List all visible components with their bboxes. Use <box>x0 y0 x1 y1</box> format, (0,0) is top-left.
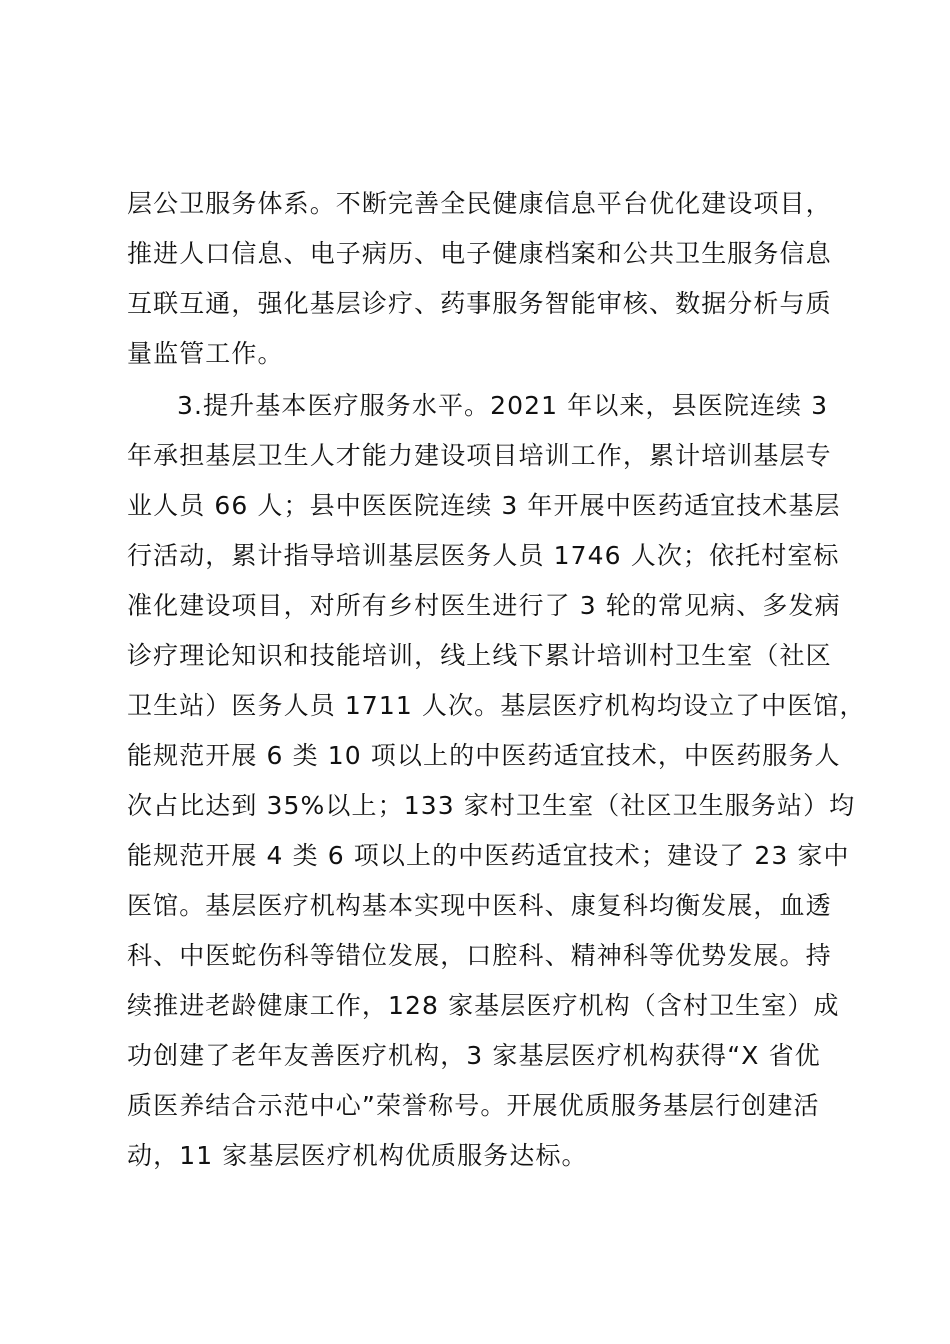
paragraph-line: 推进人口信息、电子病历、电子健康档案和公共卫生服务信息 <box>127 239 832 268</box>
paragraph-line: 医馆。基层医疗机构基本实现中医科、康复科均衡发展，血透 <box>127 891 832 920</box>
section-heading-line: 3.提升基本医疗服务水平。2021 年以来，县医院连续 3 <box>177 391 829 420</box>
paragraph-line: 业人员 66 人；县中医医院连续 3 年开展中医药适宜技术基层 <box>127 491 841 520</box>
paragraph-line: 准化建设项目，对所有乡村医生进行了 3 轮的常见病、多发病 <box>127 591 841 620</box>
paragraph-line: 能规范开展 6 类 10 项以上的中医药适宜技术，中医药服务人 <box>127 741 841 770</box>
paragraph-line: 次占比达到 35%以上；133 家村卫生室（社区卫生服务站）均 <box>127 791 856 820</box>
paragraph-line: 层公卫服务体系。不断完善全民健康信息平台优化建设项目， <box>127 189 832 218</box>
paragraph-line: 诊疗理论知识和技能培训，线上线下累计培训村卫生室（社区 <box>127 641 832 670</box>
paragraph-line: 能规范开展 4 类 6 项以上的中医药适宜技术；建设了 23 家中 <box>127 841 850 870</box>
paragraph-line: 质医养结合示范中心”荣誉称号。开展优质服务基层行创建活 <box>127 1091 820 1120</box>
paragraph-line: 年承担基层卫生人才能力建设项目培训工作，累计培训基层专 <box>127 441 832 470</box>
paragraph-line: 卫生站）医务人员 1711 人次。基层医疗机构均设立了中医馆， <box>127 691 866 720</box>
paragraph-line: 科、中医蛇伤科等错位发展，口腔科、精神科等优势发展。持 <box>127 941 832 970</box>
paragraph-line: 功创建了老年友善医疗机构，3 家基层医疗机构获得“X 省优 <box>127 1041 821 1070</box>
paragraph-line: 行活动，累计指导培训基层医务人员 1746 人次；依托村室标 <box>127 541 840 570</box>
paragraph-line: 动，11 家基层医疗机构优质服务达标。 <box>127 1141 588 1170</box>
paragraph-line: 互联互通，强化基层诊疗、药事服务智能审核、数据分析与质 <box>127 289 832 318</box>
paragraph-line: 量监管工作。 <box>127 339 284 368</box>
paragraph-line: 续推进老龄健康工作，128 家基层医疗机构（含村卫生室）成 <box>127 991 840 1020</box>
